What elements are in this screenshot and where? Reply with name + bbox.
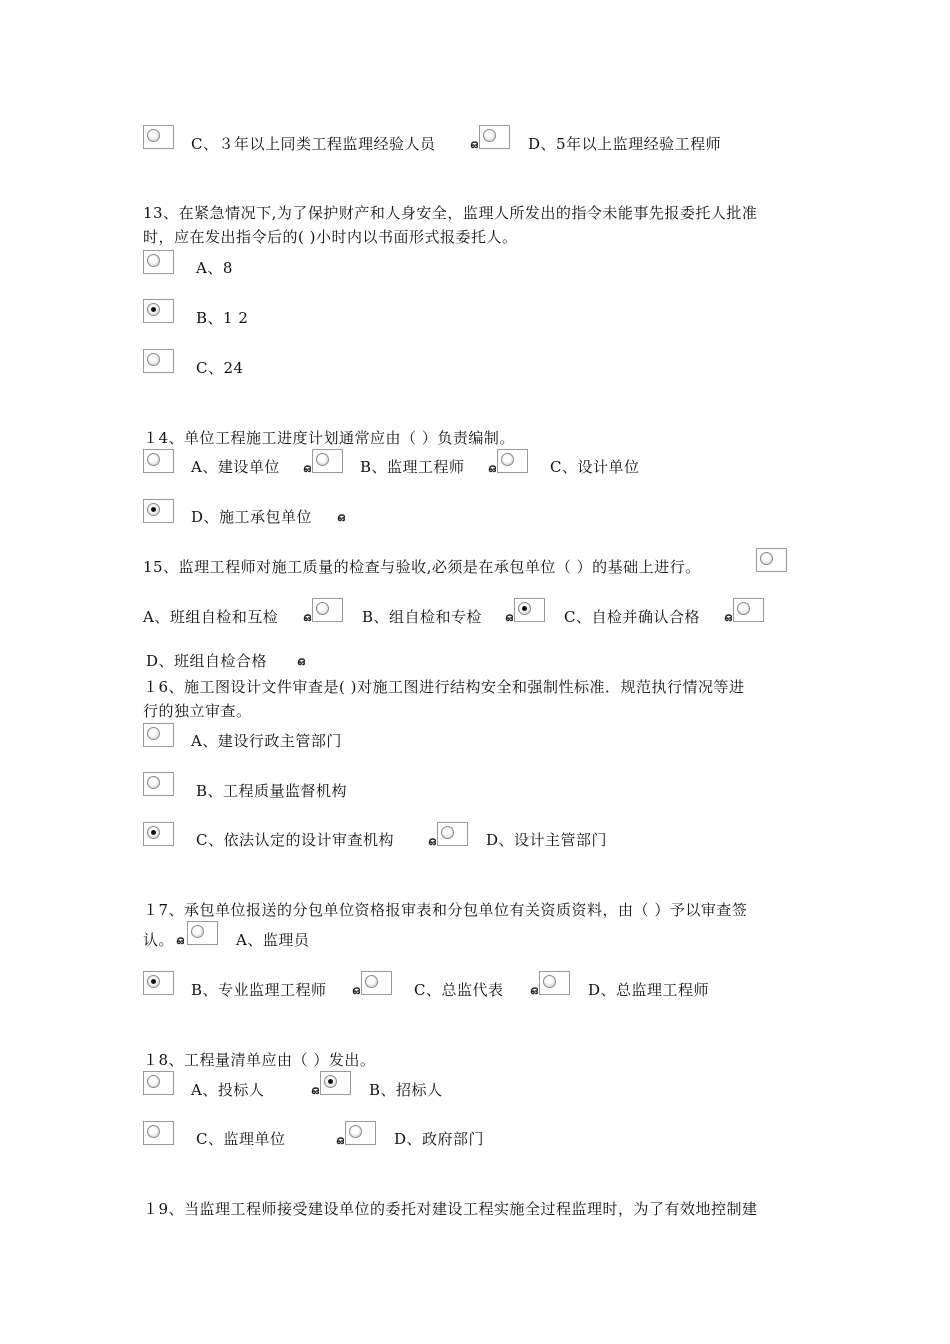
q18-radio-b[interactable]: [320, 1071, 351, 1095]
q13-radio-a[interactable]: [143, 250, 174, 274]
anchor-mark-icon: ഒ: [724, 611, 732, 624]
q14-stem: １4、单位工程施工进度计划通常应由（ ）负责编制。: [143, 429, 515, 447]
anchor-mark-icon: ഒ: [297, 655, 305, 668]
q12-radio-c[interactable]: [143, 125, 174, 149]
radio-circle-icon: [518, 602, 531, 615]
q14-option-a: A、建设单位: [191, 458, 280, 476]
radio-circle-icon: [147, 975, 160, 988]
q15-option-d: D、班组自检合格: [146, 652, 268, 670]
anchor-mark-icon: ഒ: [488, 462, 496, 475]
radio-circle-icon: [543, 975, 556, 988]
radio-circle-icon: [365, 975, 378, 988]
q15-radio-d[interactable]: [733, 598, 764, 622]
q14-radio-a[interactable]: [143, 449, 174, 473]
q17-radio-d[interactable]: [539, 971, 570, 995]
q17-option-c: C、总监代表: [414, 981, 504, 999]
radio-circle-icon: [147, 1125, 160, 1138]
q14-radio-c[interactable]: [497, 449, 528, 473]
q13-option-b: B、1 2: [196, 309, 249, 327]
q15-radio-b[interactable]: [312, 598, 343, 622]
q15-stem: 15、监理工程师对施工质量的检查与验收,必须是在承包单位（ ）的基础上进行。: [143, 558, 701, 576]
anchor-mark-icon: ഒ: [337, 511, 345, 524]
radio-circle-icon: [147, 129, 160, 142]
q15-radio-c[interactable]: [514, 598, 545, 622]
q13-radio-b[interactable]: [143, 299, 174, 323]
radio-circle-icon: [147, 776, 160, 789]
q13-stem-line1: 13、在紧急情况下,为了保护财产和人身安全，监理人所发出的指令未能事先报委托人批准: [143, 204, 758, 222]
radio-circle-icon: [147, 1075, 160, 1088]
radio-circle-icon: [760, 552, 773, 565]
q18-radio-d[interactable]: [345, 1121, 376, 1145]
anchor-mark-icon: ഒ: [176, 934, 184, 947]
q16-option-b: B、工程质量监督机构: [196, 782, 348, 800]
anchor-mark-icon: ഒ: [303, 611, 311, 624]
q15-option-c: C、自检并确认合格: [564, 608, 700, 626]
q15-radio-a[interactable]: [756, 548, 787, 572]
q12-option-c: C、３年以上同类工程监理经验人员: [191, 135, 436, 153]
radio-circle-icon: [191, 925, 204, 938]
q16-option-d: D、设计主管部门: [486, 831, 608, 849]
q18-radio-c[interactable]: [143, 1121, 174, 1145]
q13-option-a: A、8: [196, 259, 233, 277]
anchor-mark-icon: ഒ: [352, 984, 360, 997]
radio-circle-icon: [441, 826, 454, 839]
q14-option-b: B、监理工程师: [360, 458, 465, 476]
q14-radio-b[interactable]: [312, 449, 343, 473]
anchor-mark-icon: ഒ: [311, 1084, 319, 1097]
radio-circle-icon: [349, 1125, 362, 1138]
q18-option-d: D、政府部门: [394, 1130, 485, 1148]
q16-radio-b[interactable]: [143, 772, 174, 796]
q17-radio-b[interactable]: [143, 971, 174, 995]
q18-option-a: A、投标人: [191, 1081, 265, 1099]
q13-radio-c[interactable]: [143, 349, 174, 373]
anchor-mark-icon: ഒ: [428, 835, 436, 848]
q16-stem-line2: 行的独立审查。: [143, 702, 252, 720]
q18-option-c: C、监理单位: [196, 1130, 286, 1148]
radio-circle-icon: [316, 602, 329, 615]
anchor-mark-icon: ഒ: [505, 611, 513, 624]
q13-option-c: C、24: [196, 359, 244, 377]
radio-circle-icon: [147, 503, 160, 516]
anchor-mark-icon: ഒ: [303, 462, 311, 475]
anchor-mark-icon: ഒ: [530, 984, 538, 997]
q18-option-b: B、招标人: [369, 1081, 443, 1099]
q14-option-c: C、设计单位: [550, 458, 640, 476]
q17-radio-a[interactable]: [187, 921, 218, 945]
q12-radio-d[interactable]: [479, 125, 510, 149]
radio-circle-icon: [501, 453, 514, 466]
q17-stem-line2: 认。: [143, 931, 175, 949]
q14-option-d: D、施工承包单位: [191, 508, 313, 526]
radio-circle-icon: [147, 453, 160, 466]
q17-option-d: D、总监理工程师: [588, 981, 710, 999]
q15-option-a: A、班组自检和互检: [143, 608, 279, 626]
q15-option-b: B、组自检和专检: [362, 608, 483, 626]
anchor-mark-icon: ഒ: [336, 1134, 344, 1147]
q18-radio-a[interactable]: [143, 1071, 174, 1095]
radio-circle-icon: [483, 129, 496, 142]
radio-circle-icon: [147, 353, 160, 366]
q17-option-b: B、专业监理工程师: [191, 981, 327, 999]
radio-circle-icon: [324, 1075, 337, 1088]
q16-option-c: C、依法认定的设计审查机构: [196, 831, 394, 849]
radio-circle-icon: [147, 826, 160, 839]
radio-circle-icon: [147, 254, 160, 267]
q19-stem-line1: １9、当监理工程师接受建设单位的委托对建设工程实施全过程监理时，为了有效地控制建: [143, 1200, 758, 1218]
radio-circle-icon: [737, 602, 750, 615]
q12-option-d: D、5年以上监理经验工程师: [528, 135, 722, 153]
q16-stem-line1: １6、施工图设计文件审查是( )对施工图进行结构安全和强制性标准．规范执行情况等进: [143, 678, 745, 696]
radio-circle-icon: [147, 303, 160, 316]
radio-circle-icon: [147, 727, 160, 740]
q16-option-a: A、建设行政主管部门: [191, 732, 342, 750]
anchor-mark-icon: ഒ: [470, 138, 478, 151]
radio-circle-icon: [316, 453, 329, 466]
q16-radio-c[interactable]: [143, 822, 174, 846]
q17-stem-line1: １7、承包单位报送的分包单位资格报审表和分包单位有关资质资料，由（ ）予以审查签: [143, 901, 748, 919]
q17-radio-c[interactable]: [361, 971, 392, 995]
q14-radio-d[interactable]: [143, 499, 174, 523]
q13-stem-line2: 时，应在发出指令后的( )小时内以书面形式报委托人。: [143, 228, 518, 246]
q17-option-a: A、监理员: [236, 931, 310, 949]
q16-radio-d[interactable]: [437, 822, 468, 846]
q16-radio-a[interactable]: [143, 723, 174, 747]
q18-stem: １8、工程量清单应由（ ）发出。: [143, 1051, 376, 1069]
